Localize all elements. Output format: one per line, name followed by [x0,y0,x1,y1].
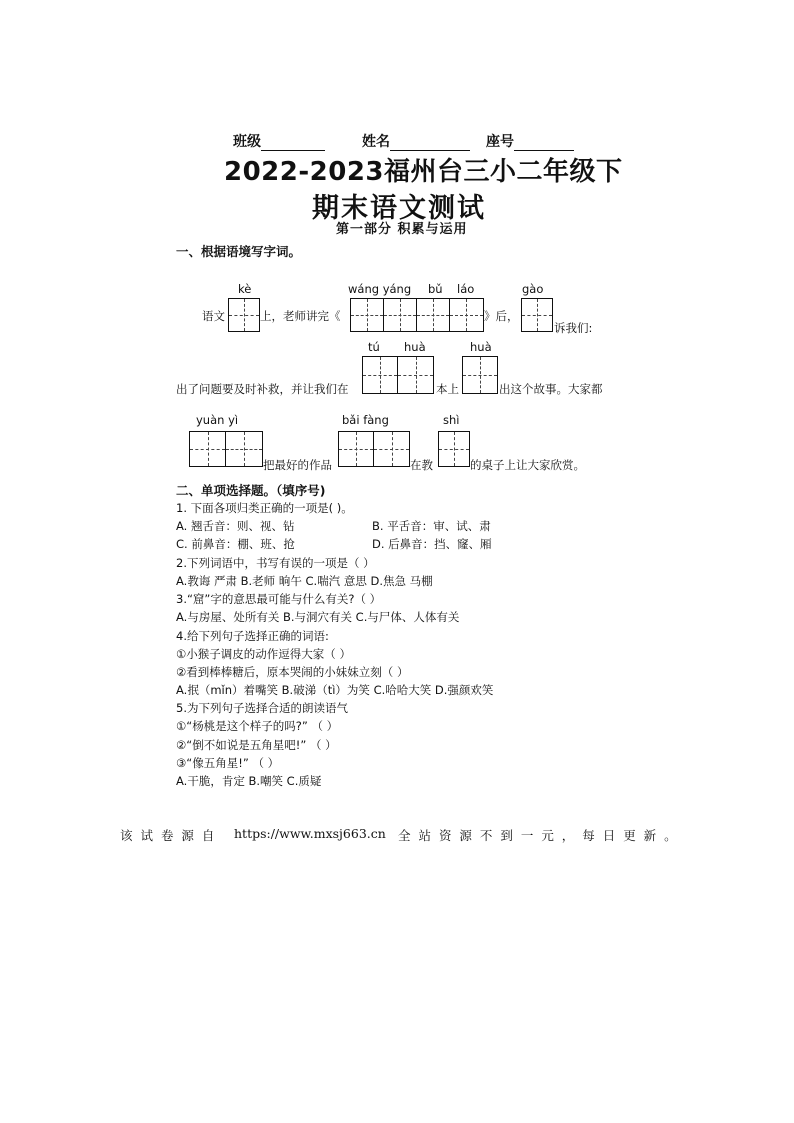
seat-label: 座号 [486,134,514,150]
class-field [233,131,325,151]
write-grid-baifang[interactable] [338,431,410,467]
class-blank [261,136,325,151]
pinyin-wangyang: wáng yáng [348,282,412,296]
text-problem: 出了问题要及时补救，并让我们在 [176,382,349,396]
pinyin-gao: gào [522,282,544,296]
q3-options: A.与房屋、处所有关 B.与洞穴有关 C.与尸体、人体有关 [176,610,460,624]
q1-option-d: D. 后鼻音：挡、窿、厢 [372,537,492,551]
write-grid-hua[interactable] [462,356,498,394]
pinyin-tu: tú [368,340,380,354]
q5-sentence-2: ②“倒不如说是五角星吧!” （ ） [176,738,337,752]
name-label: 姓名 [362,134,390,150]
pinyin-shi: shì [443,413,460,427]
section2-heading: 二、单项选择题。（填序号) [176,483,326,498]
q2-stem: 2.下列词语中，书写有误的一项是（ ） [176,556,375,570]
write-grid-tuhua[interactable] [362,356,434,394]
footer-url[interactable]: https://www.mxsj663.cn [234,826,386,841]
text-zaijiao: 在教 [410,458,433,472]
q4-sentence-1: ①小猴子调皮的动作逗得大家（ ） [176,647,351,661]
pinyin-yuanyi: yuàn yì [196,413,239,427]
q4-options: A.抿（mǐn）着嘴笑 B.破涕（tì）为笑 C.哈哈大笑 D.强颜欢笑 [176,683,494,697]
write-grid-wangyangbulao[interactable] [350,298,484,332]
text-benshang: 本上 [436,382,459,396]
exam-title: 2022-2023福州台三小二年级下 [224,157,623,187]
section1-heading: 一、根据语境写字词。 [176,244,302,259]
write-grid-shi[interactable] [438,431,470,467]
q2-options: A.教诲 严肃 B.老师 晌午 C.喘汽 意思 D.焦急 马棚 [176,574,433,588]
q5-options: A.干脆，肯定 B.嘲笑 C.质疑 [176,774,322,788]
q4-sentence-2: ②看到棒棒糖后，原本哭闹的小妹妹立刻（ ） [176,665,409,679]
text-yuwen: 语文 [202,309,225,323]
name-field [362,131,470,151]
pinyin-bu: bǔ [428,282,443,296]
q4-stem: 4.给下列句子选择正确的词语: [176,629,329,643]
name-blank [390,136,470,151]
class-label: 班级 [233,134,261,150]
q5-sentence-3: ③“像五角星!” （ ） [176,756,280,770]
text-tells-us: 诉我们: [554,321,593,335]
pinyin-hua1: huà [404,340,426,354]
write-grid-gao[interactable] [521,298,553,332]
write-grid-ke[interactable] [228,298,260,332]
exam-subtitle: 期末语文测试 [312,193,486,224]
pinyin-hua2: huà [470,340,492,354]
seat-field [486,131,574,151]
part-title: 第一部分 积累与运用 [336,222,468,237]
write-grid-yuanyi[interactable] [189,431,263,467]
footer-tagline: 全 站 资 源 不 到 一 元 ， 每 日 更 新 。 [398,828,679,843]
text-teacher: 上，老师讲完《 [260,309,341,323]
q1-option-b: B. 平舌音：审、试、肃 [372,519,491,533]
text-after: 》后， [484,309,519,323]
text-best-work: 把最好的作品 [263,458,332,472]
text-story: 出这个故事。大家都 [499,382,603,396]
pinyin-baifang: bǎi fàng [342,413,389,427]
pinyin-ke: kè [238,282,252,296]
text-desk: 的桌子上让大家欣赏。 [470,458,585,472]
q5-stem: 5.为下列句子选择合适的朗读语气 [176,701,348,715]
q5-sentence-1: ①“杨桃是这个样子的吗?” （ ） [176,719,339,733]
pinyin-lao: láo [457,282,475,296]
q1-option-a: A. 翘舌音：则、视、钻 [176,519,295,533]
q1-option-c: C. 前鼻音：棚、班、抢 [176,537,295,551]
q3-stem: 3.“窟”字的意思最可能与什么有关?（ ） [176,592,382,606]
footer-source-label: 该 试 卷 源 自 [120,828,217,843]
seat-blank [514,136,574,151]
q1-stem: 1. 下面各项归类正确的一项是( )。 [176,501,353,515]
